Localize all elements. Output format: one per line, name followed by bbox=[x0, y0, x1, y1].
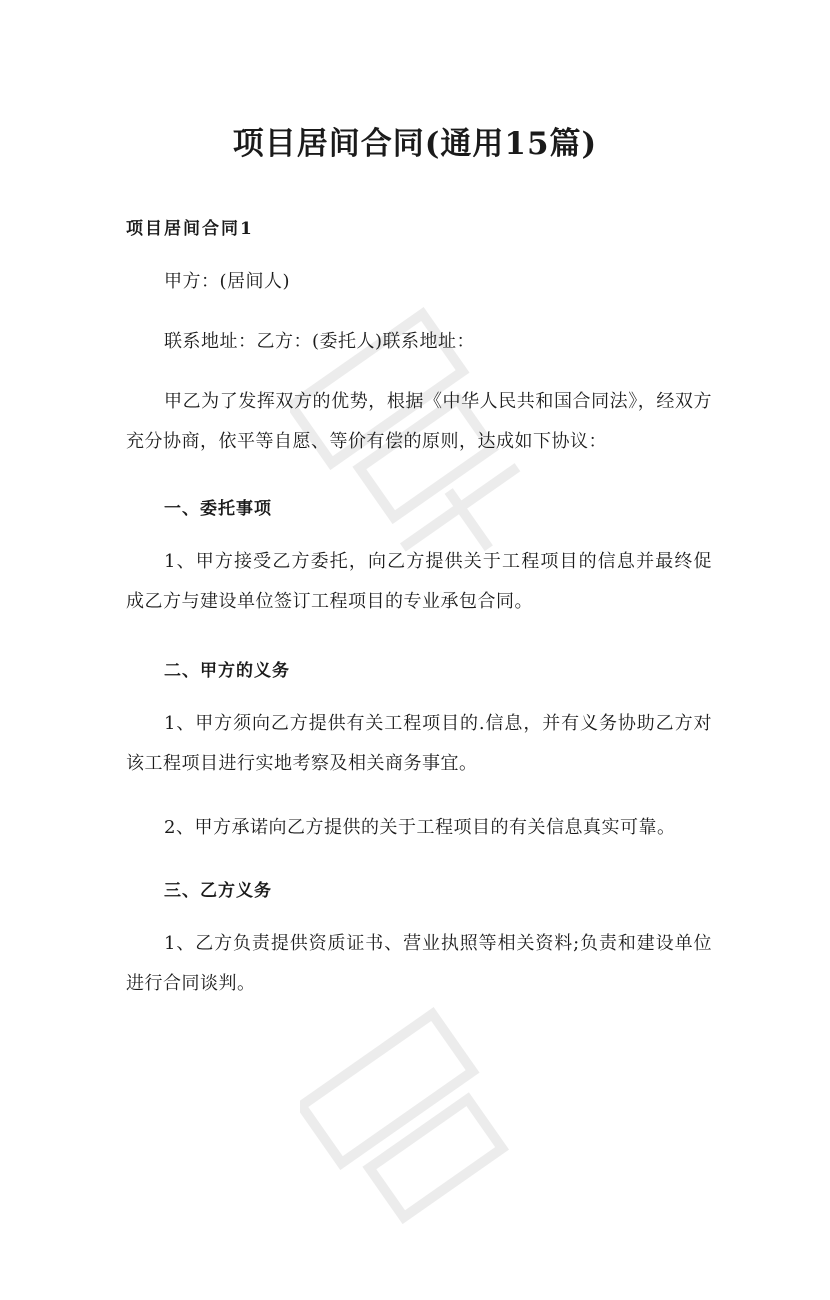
party-a-line: 甲方：(居间人) bbox=[164, 271, 291, 292]
paragraph-2-2: 2、甲方承诺向乙方提供的关于工程项目的有关信息真实可靠。 bbox=[164, 817, 676, 838]
heading-party-a-obligations: 二、甲方的义务 bbox=[164, 661, 290, 681]
paragraph-3-1: 1、乙方负责提供资质证书、营业执照等相关资料;负责和建设单位进行合同谈判。 bbox=[126, 933, 712, 994]
preamble-paragraph: 甲乙为了发挥双方的优势，根据《中华人民共和国合同法》，经双方充分协商，依平等自愿、等价有偿的原则，达成如下协议： bbox=[126, 391, 712, 452]
paragraph-2-1: 1、甲方须向乙方提供有关工程项目的.信息，并有义务协助乙方对该工程项目进行实地考察及相关商务事宜。 bbox=[126, 713, 712, 774]
document-title: 项目居间合同(通用15篇) bbox=[232, 126, 598, 162]
paragraph-1-1: 1、甲方接受乙方委托，向乙方提供关于工程项目的信息并最终促成乙方与建设单位签订工程项目的专业承包合同。 bbox=[126, 551, 712, 612]
heading-party-b-obligations: 三、乙方义务 bbox=[164, 881, 272, 901]
watermark-icon bbox=[300, 1000, 560, 1300]
contact-line: 联系地址：乙方：(委托人)联系地址： bbox=[164, 331, 476, 352]
section-title: 项目居间合同1 bbox=[126, 219, 254, 239]
heading-entrusted-matters: 一、委托事项 bbox=[164, 499, 272, 519]
